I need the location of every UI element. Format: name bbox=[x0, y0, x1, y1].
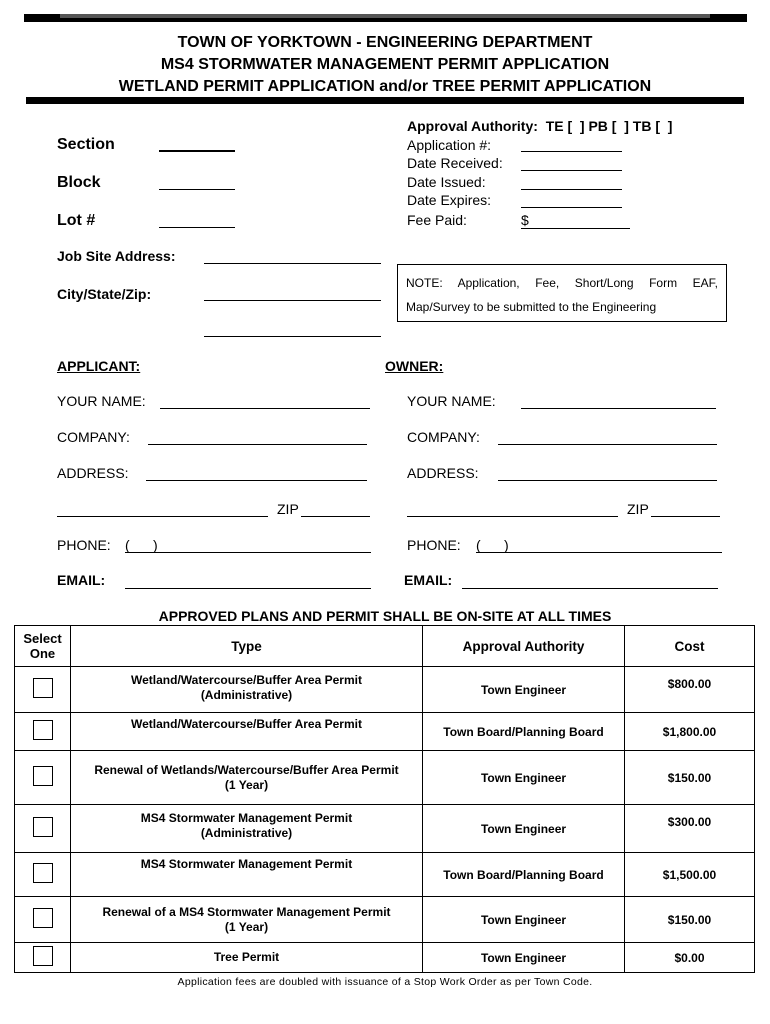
top-rule-inner bbox=[60, 14, 710, 18]
footer-note: Application fees are doubled with issuance of a Stop Work Order as per Town Code. bbox=[177, 976, 593, 988]
fee-paid-field[interactable] bbox=[521, 228, 630, 229]
applicant-name-field[interactable] bbox=[160, 408, 370, 409]
date-received-field[interactable] bbox=[521, 170, 622, 171]
authority-cell: Town Engineer bbox=[423, 805, 625, 853]
cost-cell: $150.00 bbox=[625, 751, 755, 805]
date-issued-label: Date Issued: bbox=[407, 174, 486, 190]
select-checkbox[interactable] bbox=[33, 908, 53, 928]
application-number-label: Application #: bbox=[407, 137, 492, 153]
table-row bbox=[15, 667, 755, 713]
job-site-address-field[interactable] bbox=[204, 263, 381, 264]
authority-cell: Town Engineer bbox=[423, 667, 625, 713]
owner-name-label: YOUR NAME: bbox=[407, 393, 496, 409]
applicant-phone-paren: ( ) bbox=[125, 537, 158, 553]
approval-authority-label: Approval Authority: TE [ ] PB [ ] TB [ ] bbox=[407, 118, 673, 134]
authority-cell: Town Engineer bbox=[423, 897, 625, 943]
table-header-row bbox=[15, 626, 755, 667]
applicant-email-label: EMAIL: bbox=[57, 572, 106, 588]
date-received-label: Date Received: bbox=[407, 155, 503, 171]
applicant-address-label: ADDRESS: bbox=[57, 465, 129, 481]
applicant-company-label: COMPANY: bbox=[57, 429, 130, 445]
select-cell[interactable] bbox=[15, 805, 71, 853]
submission-note: NOTE: Application, Fee, Short/Long Form EAF, Map/Survey to be submitted to the Engineering bbox=[397, 264, 727, 322]
city-state-zip-field[interactable] bbox=[204, 300, 381, 301]
onsite-notice: APPROVED PLANS AND PERMIT SHALL BE ON-SITE AT ALL TIMES bbox=[158, 608, 612, 624]
type-cell: MS4 Stormwater Management Permit bbox=[71, 853, 423, 897]
cost-cell: $1,800.00 bbox=[625, 713, 755, 751]
owner-heading: OWNER: bbox=[385, 358, 444, 374]
cost-cell: $300.00 bbox=[625, 805, 755, 853]
date-expires-field[interactable] bbox=[521, 207, 622, 208]
applicant-address-field[interactable] bbox=[146, 480, 367, 481]
type-cell: Renewal of a MS4 Stormwater Management Permit (1 Year) bbox=[71, 897, 423, 943]
cost-header: Cost bbox=[625, 626, 755, 667]
date-expires-label: Date Expires: bbox=[407, 192, 492, 208]
type-cell: Wetland/Watercourse/Buffer Area Permit bbox=[71, 713, 423, 751]
select-cell[interactable] bbox=[15, 751, 71, 805]
table-row bbox=[15, 897, 755, 943]
applicant-company-field[interactable] bbox=[148, 444, 367, 445]
block-field[interactable] bbox=[159, 189, 235, 190]
select-cell[interactable] bbox=[15, 943, 71, 973]
applicant-email-field[interactable] bbox=[125, 588, 371, 589]
select-checkbox[interactable] bbox=[33, 766, 53, 786]
owner-phone-field[interactable] bbox=[476, 552, 722, 553]
table-row bbox=[15, 805, 755, 853]
owner-zip-label: ZIP bbox=[627, 501, 649, 517]
cost-cell: $1,500.00 bbox=[625, 853, 755, 897]
applicant-heading: APPLICANT: bbox=[57, 358, 141, 374]
owner-email-field[interactable] bbox=[462, 588, 718, 589]
job-site-address-label: Job Site Address: bbox=[57, 248, 176, 264]
select-checkbox[interactable] bbox=[33, 720, 53, 740]
applicant-phone-field[interactable] bbox=[125, 552, 371, 553]
date-issued-field[interactable] bbox=[521, 189, 622, 190]
type-header: Type bbox=[71, 626, 423, 667]
title-line-1: TOWN OF YORKTOWN - ENGINEERING DEPARTMENT bbox=[177, 34, 593, 51]
permit-table bbox=[14, 625, 755, 973]
select-cell[interactable] bbox=[15, 853, 71, 897]
table-row bbox=[15, 943, 755, 973]
table-row bbox=[15, 853, 755, 897]
approval-authority-header: Approval Authority bbox=[423, 626, 625, 667]
select-checkbox[interactable] bbox=[33, 678, 53, 698]
title-line-2: MS4 STORMWATER MANAGEMENT PERMIT APPLICATION bbox=[160, 56, 610, 73]
owner-phone-paren: ( ) bbox=[476, 537, 509, 553]
select-cell[interactable] bbox=[15, 713, 71, 751]
owner-address-field-2[interactable] bbox=[407, 516, 618, 517]
applicant-address-field-2[interactable] bbox=[57, 516, 268, 517]
select-cell[interactable] bbox=[15, 667, 71, 713]
authority-cell: Town Engineer bbox=[423, 751, 625, 805]
block-label: Block bbox=[57, 174, 101, 191]
type-cell: Wetland/Watercourse/Buffer Area Permit (Administrative) bbox=[71, 667, 423, 713]
cost-cell: $0.00 bbox=[625, 943, 755, 973]
table-row bbox=[15, 751, 755, 805]
select-cell[interactable] bbox=[15, 897, 71, 943]
applicant-name-label: YOUR NAME: bbox=[57, 393, 146, 409]
owner-email-label: EMAIL: bbox=[404, 572, 453, 588]
type-cell: Renewal of Wetlands/Watercourse/Buffer Area Permit (1 Year) bbox=[71, 751, 423, 805]
applicant-zip-label: ZIP bbox=[277, 501, 299, 517]
cost-cell: $150.00 bbox=[625, 897, 755, 943]
cost-cell: $800.00 bbox=[625, 667, 755, 713]
type-cell: Tree Permit bbox=[71, 943, 423, 973]
owner-address-field[interactable] bbox=[498, 480, 717, 481]
owner-address-label: ADDRESS: bbox=[407, 465, 479, 481]
applicant-zip-field[interactable] bbox=[301, 516, 370, 517]
section-field[interactable] bbox=[159, 150, 235, 152]
owner-company-label: COMPANY: bbox=[407, 429, 480, 445]
table-row bbox=[15, 713, 755, 751]
select-checkbox[interactable] bbox=[33, 863, 53, 883]
authority-cell: Town Board/Planning Board bbox=[423, 853, 625, 897]
owner-zip-field[interactable] bbox=[651, 516, 720, 517]
dollar-sign: $ bbox=[521, 212, 529, 228]
lot-label: Lot # bbox=[57, 212, 96, 229]
lot-field[interactable] bbox=[159, 227, 235, 228]
city-state-zip-field-2[interactable] bbox=[204, 336, 381, 337]
owner-company-field[interactable] bbox=[498, 444, 717, 445]
owner-phone-label: PHONE: bbox=[407, 537, 461, 553]
type-cell: MS4 Stormwater Management Permit (Administrative) bbox=[71, 805, 423, 853]
title-rule bbox=[26, 97, 744, 104]
authority-cell: Town Board/Planning Board bbox=[423, 713, 625, 751]
authority-cell: Town Engineer bbox=[423, 943, 625, 973]
select-checkbox[interactable] bbox=[33, 946, 53, 966]
select-checkbox[interactable] bbox=[33, 817, 53, 837]
select-one-header: Select One bbox=[15, 626, 71, 667]
city-state-zip-label: City/State/Zip: bbox=[57, 286, 152, 302]
title-line-3: WETLAND PERMIT APPLICATION and/or TREE PERMIT APPLICATION bbox=[118, 78, 652, 95]
application-number-field[interactable] bbox=[521, 151, 622, 152]
owner-name-field[interactable] bbox=[521, 408, 716, 409]
applicant-phone-label: PHONE: bbox=[57, 537, 111, 553]
fee-paid-label: Fee Paid: bbox=[407, 212, 467, 228]
section-label: Section bbox=[57, 136, 115, 153]
